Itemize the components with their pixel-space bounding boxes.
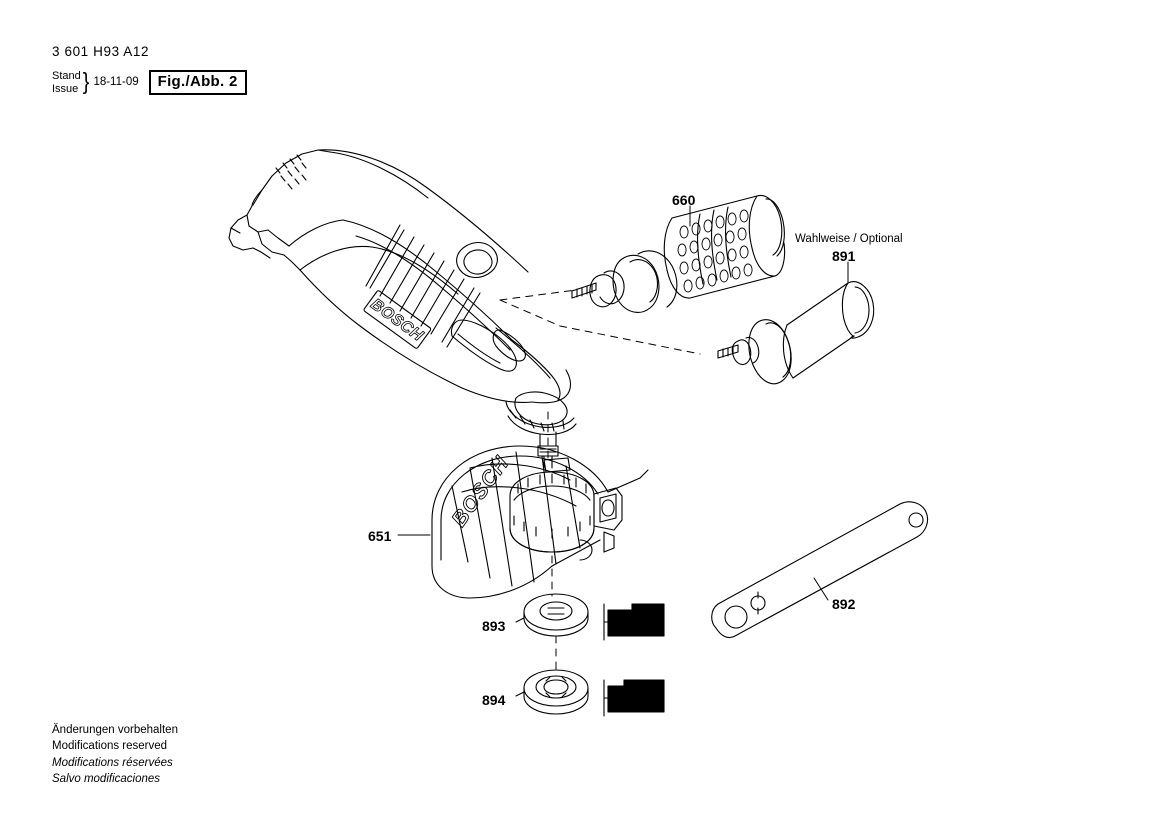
part-660-handle [572,195,785,312]
footer-line-en: Modifications reserved [52,740,168,753]
grinder-body [229,150,576,468]
callout-892: 892 [832,596,856,612]
callout-651: 651 [368,528,392,544]
callout-894: 894 [482,692,506,708]
part-891-optional-handle [718,282,874,384]
callout-893: 893 [482,618,506,634]
figure-badge: Fig./Abb. 2 [149,70,247,95]
callout-891: 891 [832,248,856,264]
footer-line-de: Änderungen vorbehalten [52,724,178,736]
leader-894 [516,692,524,696]
part-651-guard [432,446,648,598]
part-894-nut [524,670,664,716]
part-number: 3 601 H93 A12 [52,44,150,59]
optional-note: Wahlweise / Optional [795,233,903,245]
footer-disclaimer [52,722,178,787]
assembly-axis-handle-891 [500,300,700,354]
issue-label: Issue [52,82,79,95]
part-892-spanner [712,502,928,638]
footer-line-fr: Modifications réservées [52,756,173,769]
part-893-flange [524,594,664,640]
brace-symbol: } [82,69,90,95]
assembly-axis-handle-660 [500,290,576,300]
svg-text:BOSCH: BOSCH [367,295,427,345]
stand-label: Stand [52,70,81,82]
leader-893 [516,618,524,622]
callout-660: 660 [672,192,696,208]
leader-892 [814,578,828,600]
svg-text:BOSCH: BOSCH [447,452,514,531]
footer-line-es: Salvo modificaciones [52,772,161,785]
issue-date: 18-11-09 [93,76,139,89]
